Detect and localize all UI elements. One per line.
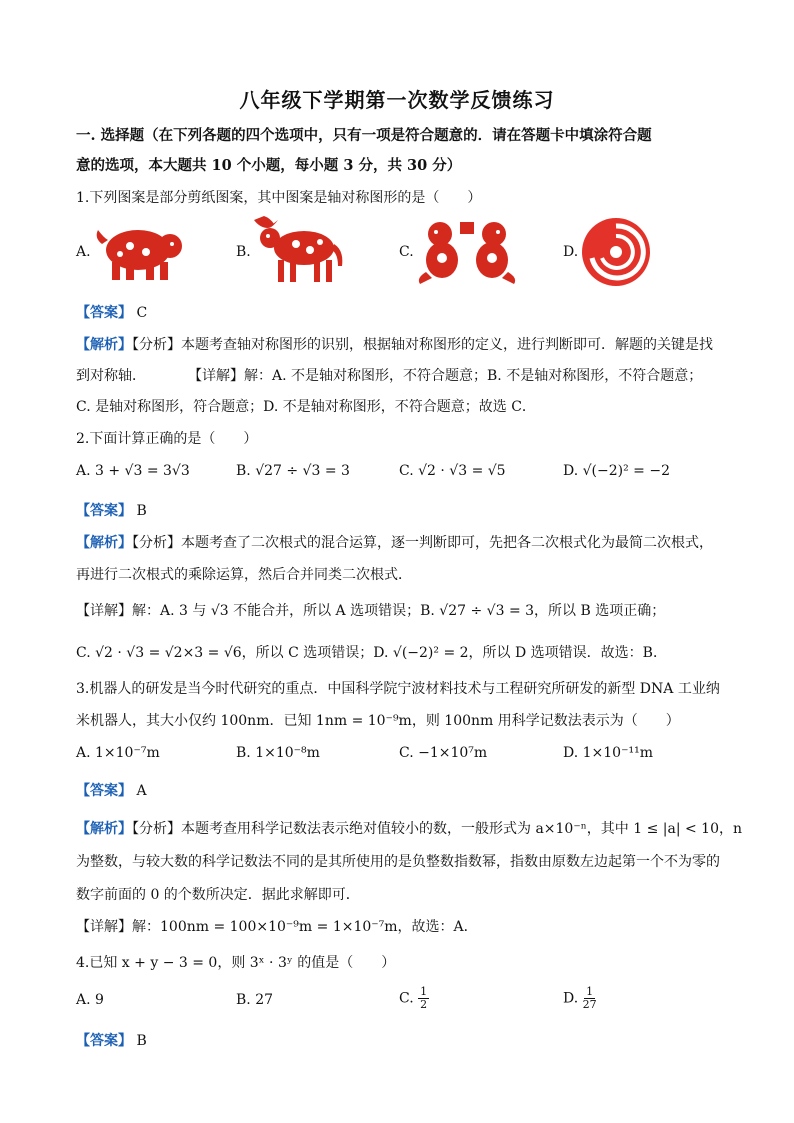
q2-detail-line2: C. √2 · √3 = √2×3 = √6，所以 C 选项错误；D. √(−2)² = 2，所以 D 选项错误．故选：B． (76, 645, 667, 661)
q3-detail-line1: 【详解】解：100nm = 100×10⁻⁹m = 1×10⁻⁷m，故选：A． (76, 919, 478, 935)
q1-option-b-papercut-image (248, 214, 348, 288)
answer-tag: 【答案】 (76, 503, 132, 519)
q1-analysis-line3: C. 是轴对称图形，符合题意；D. 不是轴对称图形，不符合题意；故选 C． (76, 399, 536, 415)
q2-analysis-line2: 再进行二次根式的乘除运算，然后合并同类二次根式． (76, 567, 412, 583)
q4-option-d-fraction: $\frac{1}{27}$ (582, 985, 597, 1011)
q2-option-d: D. √(−2)² = −2 (563, 463, 670, 479)
q4-option-d (563, 986, 597, 1011)
q1-option-c-papercut-image (412, 212, 522, 288)
section-heading-line1: 一. 选择题（在下列各题的四个选项中，只有一项是符合题意的．请在答题卡中填涂符合题 (76, 127, 652, 144)
q3-analysis-line1: 【解析】【分析】本题考查用科学记数法表示绝对值较小的数，一般形式为 a×10⁻ⁿ，其中 1 ≤ |a| < 10，n (76, 821, 743, 837)
analysis-tag: 【解析】 (76, 821, 132, 837)
analysis-tag: 【解析】 (76, 535, 132, 551)
answer-tag: 【答案】 (76, 1033, 132, 1049)
page-title: 八年级下学期第一次数学反馈练习 (239, 88, 555, 112)
q2-detail-line1: 【详解】解：A. 3 与 √3 不能合并，所以 A 选项错误；B. √27 ÷ √3 = 3，所以 B 选项正确； (76, 603, 666, 619)
q2-option-b: B. √27 ÷ √3 = 3 (236, 463, 350, 479)
q3-option-a: A. 1×10⁻⁷m (76, 745, 160, 761)
q4-answer-value: B (136, 1033, 147, 1049)
q3-stem-line1: 3.机器人的研发是当今时代研究的重点．中国科学院宁波材料技术与工程研究所研发的新型 DNA 工业纳 (76, 681, 720, 697)
q3-analysis-line3: 数字前面的 0 的个数所决定．据此求解即可． (76, 887, 360, 903)
q1-option-c-label: C. (399, 244, 414, 260)
q3-option-c: C. −1×10⁷m (399, 745, 488, 761)
q2-stem: 2.下面计算正确的是（ ） (76, 431, 258, 447)
q4-answer (76, 1030, 147, 1050)
q3-stem-line2: 米机器人，其大小仅约 100nm．已知 1nm = 10⁻⁹m，则 100nm 用科学记数法表示为（ ） (76, 713, 680, 729)
q2-option-c: C. √2 · √3 = √5 (399, 463, 506, 479)
q1-stem: 1.下列图案是部分剪纸图案，其中图案是轴对称图形的是（ ） (76, 190, 482, 206)
q4-option-a: A. 9 (76, 992, 104, 1008)
section-heading-line2: 意的选项，本大题共 10 个小题，每小题 3 分，共 30 分） (76, 157, 462, 174)
q2-option-a: A. 3 + √3 = 3√3 (76, 463, 190, 479)
q3-answer (76, 780, 147, 800)
q4-option-b: B. 27 (236, 992, 274, 1008)
q4-option-c-fraction: $\frac{1}{2}$ (420, 985, 428, 1011)
q4-option-c-label: C. (399, 990, 414, 1007)
q1-answer (76, 302, 147, 322)
q3-answer-value: A (136, 783, 147, 799)
q4-option-c (399, 986, 429, 1011)
q4-stem: 4.已知 x + y − 3 = 0，则 3ˣ · 3ʸ 的值是（ ） (76, 955, 396, 971)
q3-option-b: B. 1×10⁻⁸m (236, 745, 320, 761)
q1-option-d-logo-image (578, 214, 654, 290)
analysis-tag: 【解析】 (76, 337, 132, 353)
q2-answer (76, 500, 147, 520)
q1-option-d-label: D. (563, 244, 579, 260)
q1-option-b-label: B. (236, 244, 251, 260)
q1-analysis-line1: 【解析】【分析】本题考查轴对称图形的识别，根据轴对称图形的定义，进行判断即可．解题的关键是找 (76, 337, 713, 353)
q1-answer-value: C (136, 305, 148, 321)
answer-tag: 【答案】 (76, 305, 132, 321)
q3-option-d: D. 1×10⁻¹¹m (563, 745, 653, 761)
q1-option-a-label: A. (76, 244, 91, 260)
q1-analysis-line2: 到对称轴． 【详解】解：A. 不是轴对称图形，不符合题意；B. 不是轴对称图形，不符合题意； (76, 368, 703, 384)
q1-option-a-papercut-image (90, 216, 190, 286)
q3-analysis-line2: 为整数，与较大数的科学记数法不同的是其所使用的是负整数指数幂，指数由原数左边起第一个不为零的 (76, 854, 720, 870)
q2-analysis-line1: 【解析】【分析】本题考查了二次根式的混合运算，逐一判断即可，先把各二次根式化为最简二次根式， (76, 535, 713, 551)
q2-answer-value: B (136, 503, 147, 519)
q4-option-d-label: D. (563, 990, 579, 1007)
answer-tag: 【答案】 (76, 783, 132, 799)
